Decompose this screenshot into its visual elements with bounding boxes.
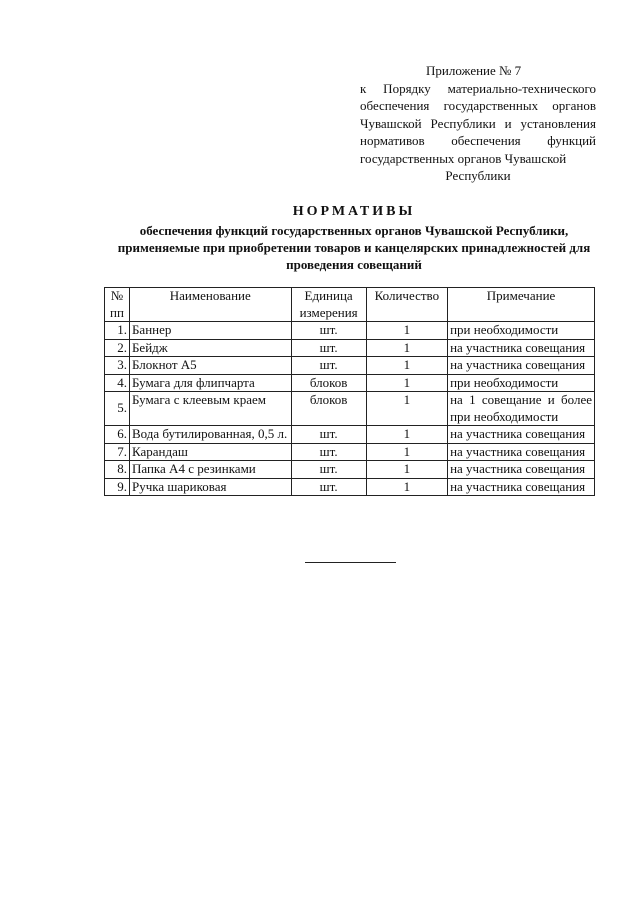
header-unit: Единица измерения: [291, 288, 366, 322]
row-number: 2.: [105, 339, 130, 357]
item-unit: шт.: [291, 339, 366, 357]
table-row: [105, 461, 595, 479]
table-row: [105, 374, 595, 392]
table-row: [105, 357, 595, 375]
item-note: при необходимости: [448, 322, 595, 340]
item-unit: шт.: [291, 478, 366, 496]
item-note: на участника совещания: [448, 339, 595, 357]
table-row: [105, 478, 595, 496]
row-number: 1.: [105, 322, 130, 340]
header-qty: Количество: [366, 288, 447, 322]
item-quantity: 1: [366, 478, 447, 496]
item-quantity: 1: [366, 461, 447, 479]
table-header-row: [105, 288, 595, 322]
item-unit: шт.: [291, 322, 366, 340]
item-quantity: 1: [366, 392, 447, 426]
item-quantity: 1: [366, 339, 447, 357]
appendix-number: Приложение № 7: [426, 63, 522, 78]
norms-table: [104, 287, 595, 496]
item-quantity: 1: [366, 443, 447, 461]
item-note: на участника совещания: [448, 357, 595, 375]
row-number: 8.: [105, 461, 130, 479]
item-name: Вода бутилированная, 0,5 л.: [129, 426, 291, 444]
item-unit: шт.: [291, 443, 366, 461]
item-unit: шт.: [291, 426, 366, 444]
item-note: на участника совещания: [448, 426, 595, 444]
row-number: 6.: [105, 426, 130, 444]
item-name: Бейдж: [129, 339, 291, 357]
item-name: Бумага с клеевым краем: [129, 392, 291, 426]
item-unit: шт.: [291, 357, 366, 375]
row-number: 5.: [105, 392, 130, 426]
header-name: Наименование: [129, 288, 291, 322]
row-number: 7.: [105, 443, 130, 461]
item-name: Блокнот А5: [129, 357, 291, 375]
item-note: на участника совещания: [448, 461, 595, 479]
document-title: НОРМАТИВЫ: [292, 204, 416, 219]
row-number: 9.: [105, 478, 130, 496]
appendix-last-line: Республики: [445, 168, 511, 183]
row-number: 4.: [105, 374, 130, 392]
document-subtitle: обеспечения функций государственных органов Чувашской Республики, применяемые при приобретении товаров и канцелярских принадлежностей для проведения совещаний: [117, 223, 591, 272]
item-name: Папка А4 с резинками: [129, 461, 291, 479]
row-number: 3.: [105, 357, 130, 375]
item-name: Карандаш: [129, 443, 291, 461]
item-unit: шт.: [291, 461, 366, 479]
table-row: [105, 426, 595, 444]
item-note: на 1 совещание и более при необходимости: [448, 392, 595, 426]
appendix-block: [360, 62, 596, 185]
item-note: на участника совещания: [448, 478, 595, 496]
item-unit: блоков: [291, 374, 366, 392]
table-row: [105, 392, 595, 426]
item-quantity: 1: [366, 322, 447, 340]
table-row: [105, 322, 595, 340]
header-note: Примечание: [448, 288, 595, 322]
header-num: № пп: [105, 288, 130, 322]
table-row: [105, 443, 595, 461]
item-name: Бумага для флипчарта: [129, 374, 291, 392]
item-note: при необходимости: [448, 374, 595, 392]
item-name: Баннер: [129, 322, 291, 340]
item-note: на участника совещания: [448, 443, 595, 461]
item-quantity: 1: [366, 357, 447, 375]
appendix-text: к Порядку материально-технического обеспечения государственных органов Чувашской Республики и установления нормативов обеспечения функций государственных органов Чувашской: [360, 80, 596, 166]
item-name: Ручка шариковая: [129, 478, 291, 496]
item-unit: блоков: [291, 392, 366, 426]
item-quantity: 1: [366, 426, 447, 444]
table-row: [105, 339, 595, 357]
item-quantity: 1: [366, 374, 447, 392]
closing-rule: [305, 562, 396, 563]
